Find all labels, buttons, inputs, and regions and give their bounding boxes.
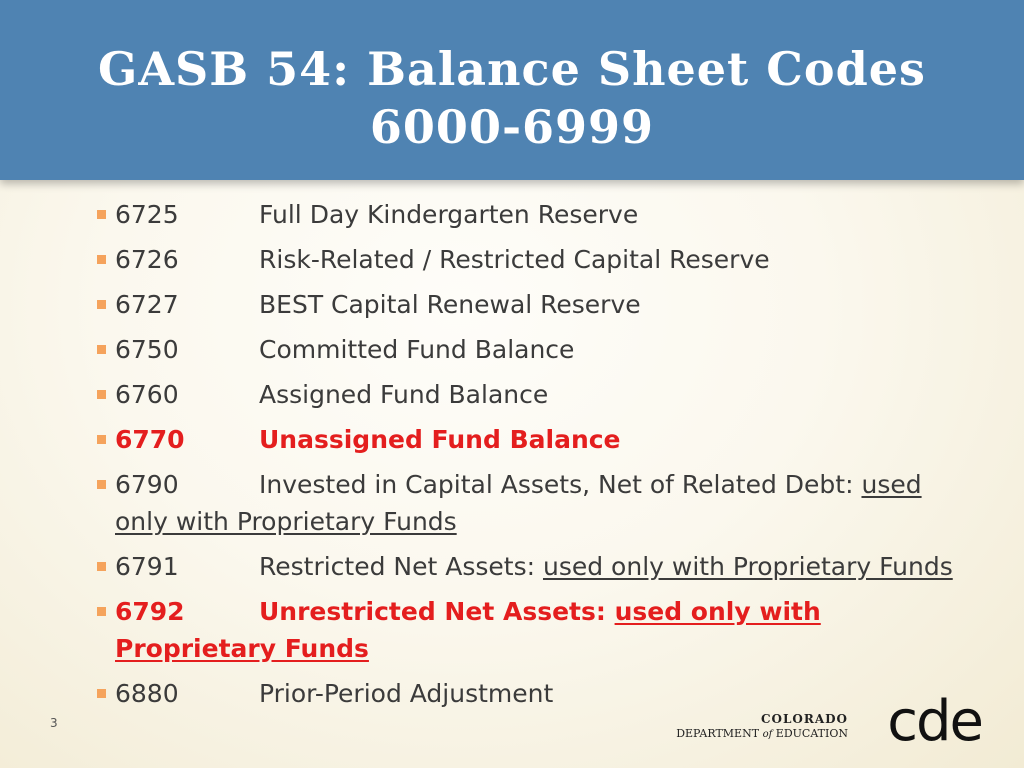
square-bullet-icon [97, 210, 106, 219]
cde-logo [676, 689, 990, 754]
item-code: 6725 [115, 200, 179, 229]
list-item-6770 [96, 421, 976, 458]
list-item-6726 [96, 241, 976, 278]
logo-dept-part-a: DEPARTMENT [676, 727, 763, 740]
item-note: used only with Proprietary Funds [542, 552, 953, 581]
slide-title [0, 40, 1024, 156]
code-list [96, 196, 976, 720]
item-label: Committed Fund Balance [259, 335, 575, 364]
square-bullet-icon [97, 345, 106, 354]
item-label: Risk-Related / Restricted Capital Reserve [259, 245, 770, 274]
item-code: 6791 [115, 552, 179, 581]
item-note: used only with Proprietary Funds [115, 597, 821, 663]
list-item-6727 [96, 286, 976, 323]
item-code: 6880 [115, 679, 179, 708]
square-bullet-icon [97, 255, 106, 264]
item-label: BEST Capital Renewal Reserve [259, 290, 641, 319]
square-bullet-icon [97, 390, 106, 399]
item-label: Invested in Capital Assets, Net of Related Debt: [259, 470, 862, 499]
list-item-6791 [96, 548, 976, 585]
logo-state-text: COLORADO [760, 712, 848, 726]
item-label: Prior-Period Adjustment [259, 679, 554, 708]
logo-dept-part-b: EDUCATION [772, 727, 848, 740]
item-code: 6770 [115, 425, 185, 454]
item-code: 6726 [115, 245, 179, 274]
page-number: 3 [50, 716, 58, 730]
item-label: Unrestricted Net Assets: [259, 597, 615, 626]
list-item-6760 [96, 376, 976, 413]
list-item-6792 [96, 593, 976, 667]
list-item-6750 [96, 331, 976, 368]
logo-dept-of: of [762, 729, 773, 740]
item-label: Assigned Fund Balance [259, 380, 549, 409]
item-code: 6750 [115, 335, 179, 364]
logo-department-text [676, 727, 848, 740]
list-item-6725 [96, 196, 976, 233]
item-code: 6760 [115, 380, 179, 409]
square-bullet-icon [97, 689, 106, 698]
square-bullet-icon [97, 607, 106, 616]
item-code: 6727 [115, 290, 179, 319]
title-line-1: GASB 54: Balance Sheet Codes [98, 42, 926, 96]
item-label: Full Day Kindergarten Reserve [259, 200, 639, 229]
item-label: Unassigned Fund Balance [259, 425, 621, 454]
list-item-6790 [96, 466, 976, 540]
square-bullet-icon [97, 300, 106, 309]
item-label: Restricted Net Assets: [259, 552, 543, 581]
square-bullet-icon [97, 562, 106, 571]
square-bullet-icon [97, 480, 106, 489]
cde-wordmark: cde [887, 689, 982, 754]
item-code: 6790 [115, 470, 179, 499]
square-bullet-icon [97, 435, 106, 444]
title-banner [0, 0, 1024, 180]
item-note: used only with Proprietary Funds [115, 470, 922, 536]
title-line-2: 6000-6999 [369, 100, 655, 154]
item-code: 6792 [115, 597, 185, 626]
